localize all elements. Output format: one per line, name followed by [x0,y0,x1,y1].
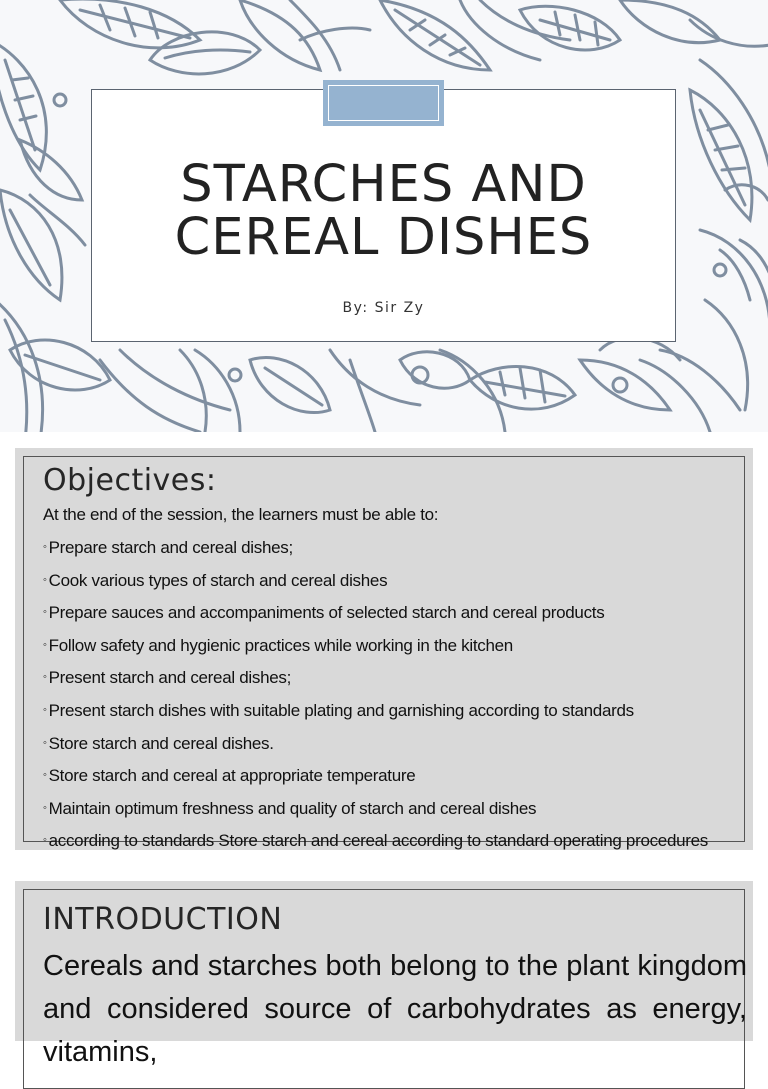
bullet-icon: ◦ [43,769,47,782]
objective-text: Prepare sauces and accompaniments of selected starch and cereal products [48,603,605,623]
slide-subtitle: By: Sir Zy [342,300,425,316]
objective-item [43,667,708,700]
objective-text: Present starch and cereal dishes; [48,668,292,688]
objective-text: Store starch and cereal at appropriate temperature [48,766,416,786]
introduction-heading: INTRODUCTION [43,902,283,937]
bullet-icon: ◦ [43,834,47,847]
bullet-icon: ◦ [43,573,47,586]
objectives-intro: At the end of the session, the learners must be able to: [43,505,439,524]
title-line-2: CEREAL DISHES [174,208,593,267]
title-card [91,89,676,342]
objective-text: according to standards Store starch and cereal according to standard operating procedures [48,831,708,851]
introduction-body: Cereals and starches both belong to the plant kingdom and considered source of carbohydrates as energy, vitamins, [43,950,747,1068]
objective-item [43,700,708,733]
objective-item [43,798,708,831]
objective-item [43,570,708,603]
objective-text: Store starch and cereal dishes. [48,733,274,753]
objective-text: Follow safety and hygienic practices while working in the kitchen [48,635,513,655]
objective-item [43,733,708,766]
objectives-slide [15,448,753,850]
objectives-list [43,537,708,863]
bullet-icon: ◦ [43,736,47,749]
bullet-icon: ◦ [43,801,47,814]
title-slide [0,0,768,432]
objective-item [43,635,708,668]
objective-item [43,830,708,863]
objectives-frame [23,456,745,851]
title-line-1: STARCHES AND [180,155,587,214]
bullet-icon: ◦ [43,541,47,553]
introduction-frame [23,889,745,1089]
bullet-icon: ◦ [43,703,47,716]
objective-text: Cook various types of starch and cereal dishes [48,570,388,590]
bullet-icon: ◦ [43,638,47,651]
slide-title [92,155,675,267]
objective-item [43,602,708,635]
bullet-icon: ◦ [43,671,47,684]
bullet-icon: ◦ [43,606,47,619]
objective-text: Maintain optimum freshness and quality of starch and cereal dishes [48,798,537,818]
objectives-heading: Objectives: [43,463,217,498]
objective-text: Prepare starch and cereal dishes; [48,538,293,557]
objective-text: Present starch dishes with suitable plating and garnishing according to standards [48,700,634,720]
objective-item [43,537,708,570]
objective-item [43,765,708,798]
introduction-slide [15,881,753,1068]
title-accent-tab [323,80,444,126]
